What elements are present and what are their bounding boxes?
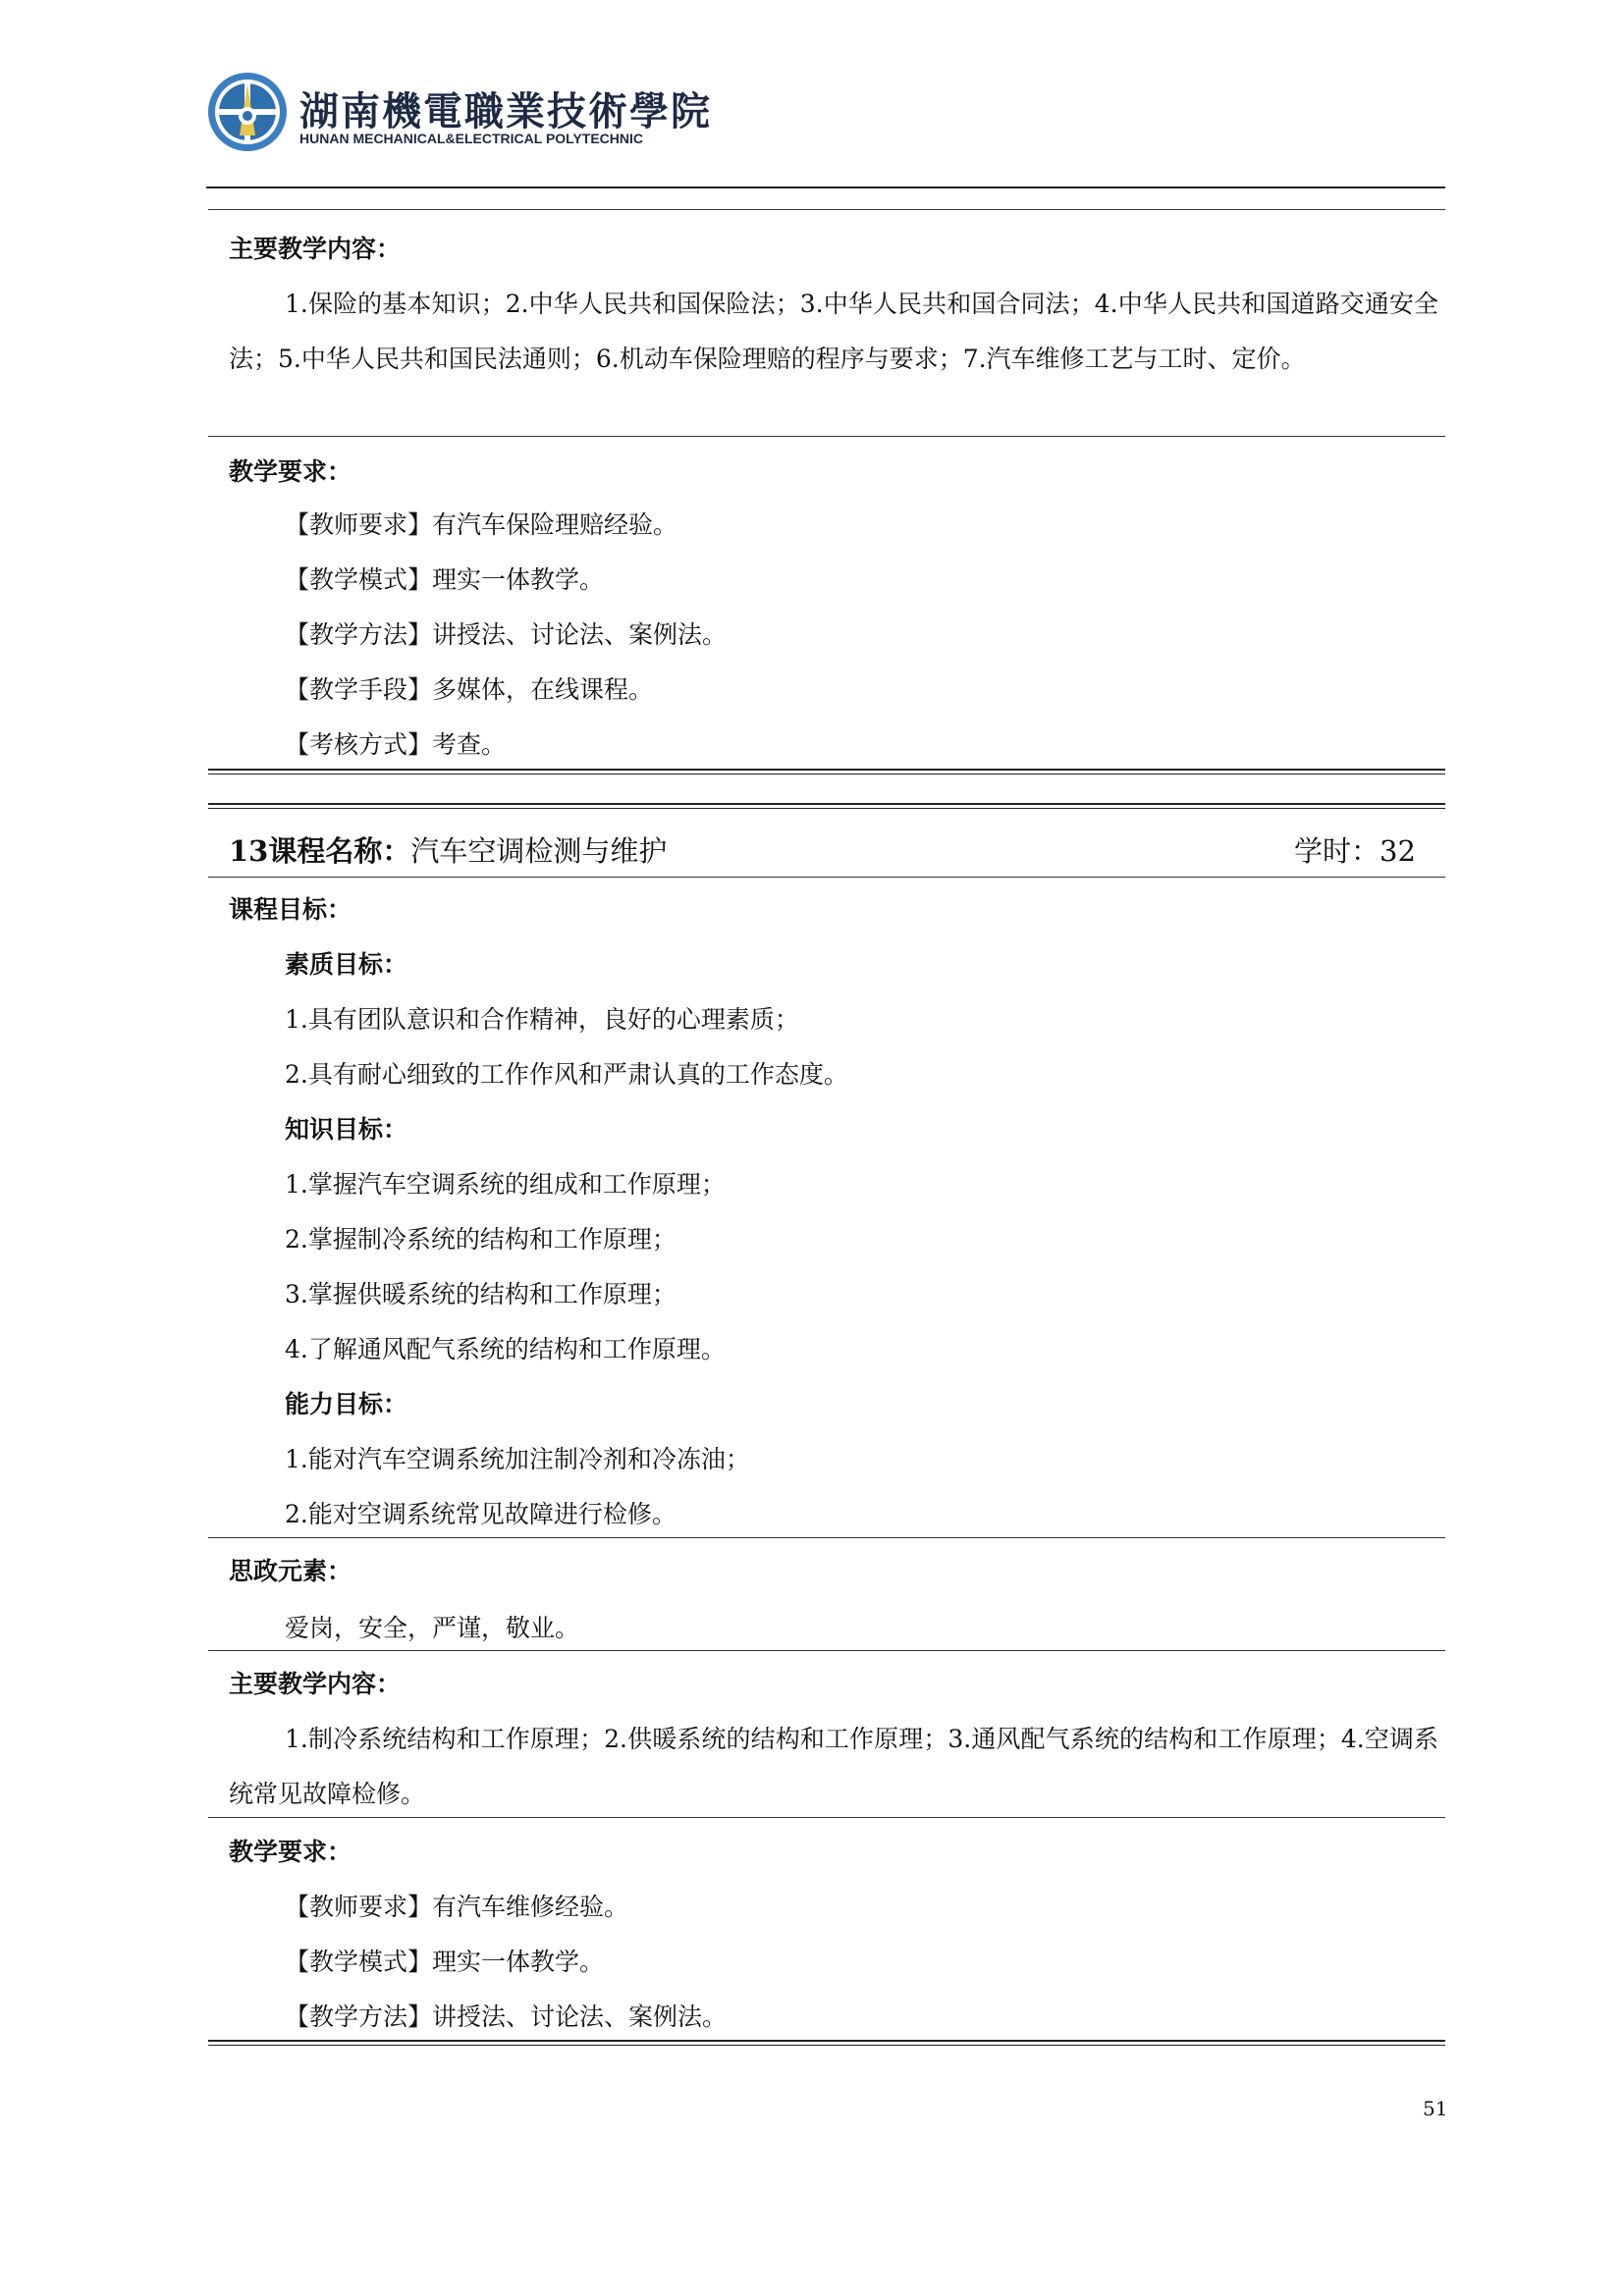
- section-divider: [208, 436, 1445, 437]
- section-divider: [208, 1537, 1445, 1538]
- ideology-label: 思政元素：: [229, 1557, 352, 1585]
- requirements-label: 教学要求：: [229, 457, 352, 486]
- knowledge-goals-label: 知识目标：: [285, 1115, 408, 1144]
- ideology-text: 爱岗，安全，严谨，敬业。: [285, 1614, 580, 1642]
- page-number: 51: [1423, 2097, 1448, 2120]
- requirements-label: 教学要求：: [229, 1838, 352, 1866]
- table-end-rule: [208, 769, 1445, 774]
- quality-goal-item: 2.具有耐心细致的工作作风和严肃认真的工作态度。: [285, 1060, 848, 1089]
- requirement-item: 【教学方法】讲授法、讨论法、案例法。: [285, 620, 728, 649]
- requirement-item: 【教学手段】多媒体，在线课程。: [285, 675, 654, 704]
- knowledge-goal-item: 4.了解通风配气系统的结构和工作原理。: [285, 1335, 726, 1363]
- section-divider: [208, 1650, 1445, 1651]
- course-name: 汽车空调检测与维护: [410, 834, 668, 868]
- ability-goals-label: 能力目标：: [285, 1390, 408, 1418]
- requirement-item: 【教学方法】讲授法、讨论法、案例法。: [285, 2002, 728, 2031]
- knowledge-goal-item: 3.掌握供暖系统的结构和工作原理；: [285, 1280, 677, 1308]
- ability-goal-item: 2.能对空调系统常见故障进行检修。: [285, 1500, 677, 1528]
- school-name-en: HUNAN MECHANICAL&ELECTRICAL POLYTECHNIC: [299, 131, 644, 146]
- requirement-item: 【教师要求】有汽车维修经验。: [285, 1893, 629, 1921]
- header-rule: [206, 187, 1445, 188]
- main-content-label: 主要教学内容：: [229, 235, 402, 263]
- knowledge-goal-item: 2.掌握制冷系统的结构和工作原理；: [285, 1225, 677, 1254]
- quality-goal-item: 1.具有团队意识和合作精神，良好的心理素质；: [285, 1005, 799, 1034]
- requirement-item: 【教学模式】理实一体教学。: [285, 1948, 605, 1976]
- main-content-text: 1.制冷系统结构和工作原理；2.供暖系统的结构和工作原理；3.通风配气系统的结构和工作原理；4.空调系统常见故障检修。: [229, 1725, 1438, 1808]
- course-number: 13: [229, 834, 269, 868]
- section-divider: [208, 1817, 1445, 1818]
- main-content-text: 1.保险的基本知识；2.中华人民共和国保险法；3.中华人民共和国合同法；4.中华人民共和国道路交通安全法；5.中华人民共和国民法通则；6.机动车保险理赔的程序与要求；7.汽车维修工艺与工时、定价。: [229, 290, 1438, 373]
- course-hours: 学时：32: [1294, 834, 1416, 868]
- knowledge-goal-item: 1.掌握汽车空调系统的组成和工作原理；: [285, 1170, 726, 1199]
- ability-goal-item: 1.能对汽车空调系统加注制冷剂和冷冻油；: [285, 1445, 750, 1473]
- table-start-rule: [208, 803, 1445, 809]
- requirement-item: 【考核方式】考查。: [285, 730, 507, 759]
- table-end-rule: [208, 2040, 1445, 2046]
- main-content-label: 主要教学内容：: [229, 1670, 402, 1698]
- requirement-item: 【教师要求】有汽车保险理赔经验。: [285, 510, 678, 539]
- section-divider: [208, 209, 1445, 210]
- school-name-cn: 湖南機電職業技術學院: [299, 88, 712, 134]
- quality-goals-label: 素质目标：: [285, 950, 408, 979]
- section-divider: [208, 877, 1445, 878]
- school-logo-icon: [206, 71, 289, 153]
- course-goals-label: 课程目标：: [229, 895, 352, 924]
- requirement-item: 【教学模式】理实一体教学。: [285, 565, 605, 594]
- course-name-label: 课程名称：: [268, 834, 411, 868]
- course-title: [229, 832, 667, 870]
